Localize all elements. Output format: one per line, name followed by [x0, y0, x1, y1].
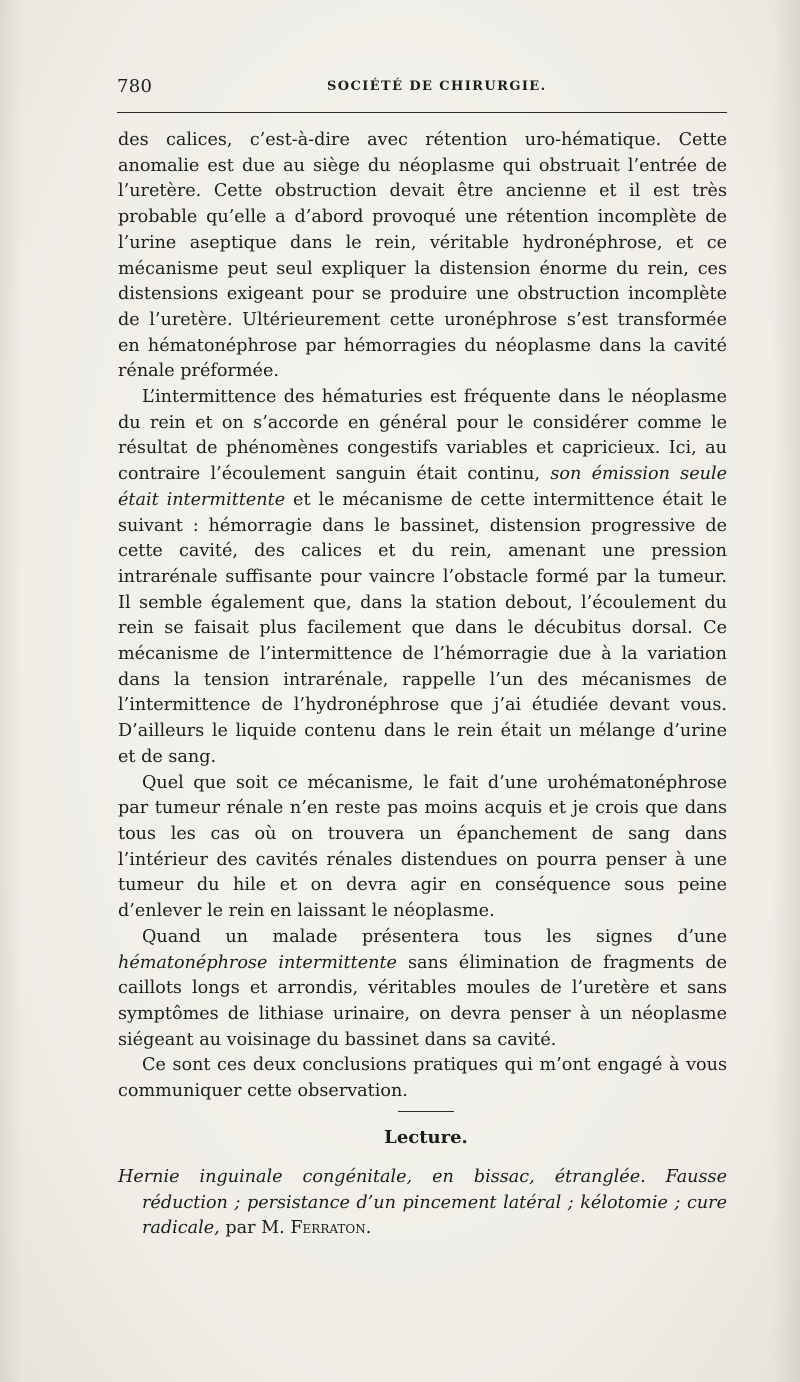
- paragraph-final: Ce sont ces deux conclusions pratiques qui m’ont engagé à vous communiquer cette observation.: [118, 1055, 727, 1102]
- paragraph-malade-part1: Quand un malade présentera tous les signes d’une: [142, 926, 727, 947]
- lecture-by: par M.: [219, 1218, 291, 1239]
- running-title: SOCIÉTÉ DE CHIRURGIE.: [327, 79, 547, 94]
- paragraph-conclusion: Quel que soit ce mécanisme, le fait d’une urohématonéphrose par tumeur rénale n’en reste pas moins acquis et je crois que dans tous les cas où on trouvera un épanchement de sang dans l’intérieur des cavités rénales distendues on pourra penser à une tumeur du hile et on devra agir en conséquence sous peine d’enlever le rein en laissant le néoplasme.: [118, 772, 727, 922]
- paragraph-intermittence-part1: L’intermittence des hématuries est fréquente dans le néoplasme du rein et on s’accorde en général pour le considérer comme le résultat de phénomènes congestifs variables et capricieux. Ici, au contraire l’écoulement sanguin était continu,: [118, 387, 727, 485]
- lecture-title: Hernie inguinale congénitale, en bissac, étranglée. Fausse réduction ; persistance d’un pincement latéral ; kélotomie ; cure radicale,: [118, 1167, 727, 1239]
- paragraph-intermittence: [118, 385, 727, 771]
- paragraph-malade-part2: sans élimination de fragments de caillots longs et arrondis, véritables moules de l’uretère et sans symptômes de lithiase urinaire, on devra penser à un néoplasme siégeant au voisinage du bassinet dans sa cavité.: [118, 952, 727, 1050]
- paragraph-intermittence-emphasis: son émission seule était intermittente: [118, 464, 727, 510]
- page-number: 780: [117, 76, 153, 97]
- section-separator: [398, 1111, 454, 1112]
- page-header: [117, 74, 727, 102]
- lecture-heading: [0, 1127, 800, 1148]
- page-edge-shadow-right: [772, 0, 800, 1382]
- page-edge-shadow-left: [0, 0, 22, 1382]
- lecture-heading-text: Lecture.: [384, 1127, 468, 1148]
- lecture-author: Ferraton.: [290, 1218, 372, 1239]
- lecture-entry: [118, 1165, 727, 1242]
- paragraph-continued: des calices, c’est-à-dire avec rétention uro-hématique. Cette anomalie est due au siège du néoplasme qui obstruait l’entrée de l’uretère. Cette obstruction devait être ancienne et il est très probable qu’elle a d’abord provoqué une rétention incomplète de l’urine aseptique dans le rein, véritable hydronéphrose, et ce mécanisme peut seul expliquer la distension énorme du rein, ces distensions exigeant pour se produire une obstruction incomplète de l’uretère. Ultérieurement cette uronéphrose s’est transformée en hématonéphrose par hémorragies du néoplasme dans la cavité rénale préformée.: [118, 130, 727, 382]
- body-text: [118, 128, 727, 1105]
- paragraph-intermittence-part2: et le mécanisme de cette intermittence était le suivant : hémorragie dans le bassinet, distension progressive de cette cavité, des calices et du rein, amenant une pression intrarénale suffisante pour vaincre l’obstacle formé par la tumeur. Il semble également que, dans la station debout, l’écoulement du rein se faisait plus facilement que dans le décubitus dorsal. Ce mécanisme de l’intermittence de l’hémorragie due à la variation dans la tension intrarénale, rappelle l’un des mécanismes de l’intermittence de l’hydronéphrose que j’ai étudiée devant vous. D’ailleurs le liquide contenu dans le rein était un mélange d’urine et de sang.: [118, 489, 727, 767]
- header-rule: [117, 112, 727, 113]
- paragraph-malade-emphasis: hématonéphrose intermittente: [118, 952, 397, 973]
- paragraph-malade: [118, 925, 727, 1054]
